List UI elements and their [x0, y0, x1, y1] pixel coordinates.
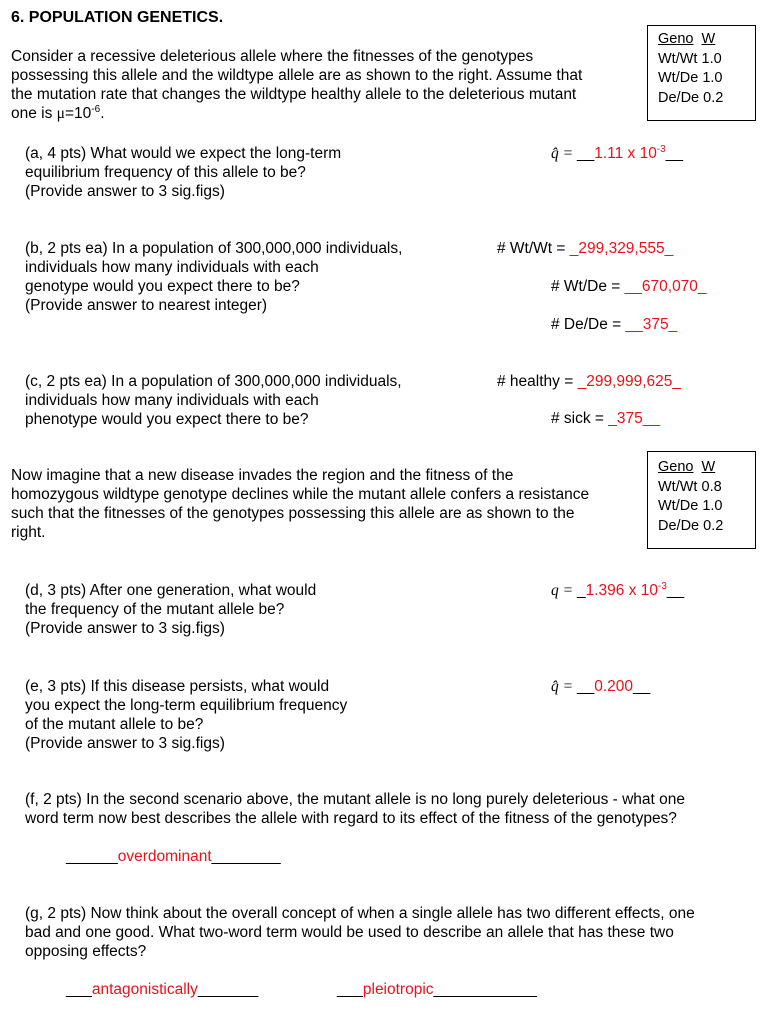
intro-line-1: Consider a recessive deleterious allele where the fitnesses of the genotypes [11, 48, 534, 65]
intro-line-3: the mutation rate that changes the wildtype healthy allele to the deleterious mutant [11, 86, 577, 103]
fitness-table-2 [647, 451, 756, 549]
answer-b-wtwt: # Wt/Wt = _299,329,555_ [497, 240, 674, 257]
question-c: (c, 2 pts ea) In a population of 300,000,000 individuals, individuals how many individuals with each phenotype would you expect there to be? [25, 373, 402, 428]
answer-c-healthy: # healthy = _299,999,625_ [497, 373, 682, 390]
question-d: (d, 3 pts) After one generation, what would the frequency of the mutant allele be? (Provide answer to 3 sig.figs) [25, 582, 317, 637]
question-g: (g, 2 pts) Now think about the overall concept of when a single allele has two different effects, one bad and one good. What two-word term would be used to describe an allele that has these two opposing effects? [25, 905, 695, 960]
answer-f-value: overdominant [117, 848, 212, 865]
answer-g-2-value: pleiotropic [362, 981, 434, 998]
answer-c-sick: # sick = _375__ [551, 410, 661, 427]
answer-g-1: ___antagonistically_______ [66, 981, 259, 998]
answer-d-value: 1.396 x 10 [585, 582, 658, 599]
fitness-table-1-row: De/De 0.2 [658, 89, 724, 106]
mu-symbol: μ [56, 105, 65, 122]
answer-b-wtde: # Wt/De = __670,070_ [551, 278, 707, 295]
question-e: (e, 3 pts) If this disease persists, what would you expect the long-term equilibrium frequency of the mutant allele to be? (Provide answer to 3 sig.figs) [25, 678, 348, 752]
intro2-paragraph: Now imagine that a new disease invades the region and the fitness of the homozygous wildtype genotype declines while the mutant allele confers a resistance such that the fitnesses of the genotypes possessing this allele are as shown to the right. [11, 467, 590, 541]
fitness-table-2-row: De/De 0.2 [658, 517, 724, 534]
answer-e-value: 0.200 [594, 678, 634, 695]
qhat-label: q̂ = [551, 145, 577, 162]
intro-paragraph [11, 47, 651, 123]
section-title: 6. POPULATION GENETICS. [11, 9, 224, 26]
answer-e: q̂ = __0.200__ [551, 678, 651, 695]
fitness-table-1-header: Geno W [658, 31, 716, 47]
answer-a: q̂ = __1.11 x $10^{-3}\_\_$ [551, 144, 683, 162]
fitness-table-1-row: Wt/De 1.0 [658, 70, 723, 86]
answer-g-1-value: antagonistically [91, 981, 198, 998]
fitness-table-2-row: Wt/Wt 0.8 [658, 478, 722, 495]
fitness-table-1 [647, 25, 756, 121]
question-a: (a, 4 pts) What would we expect the long-term equilibrium frequency of this allele to be? (Provide answer to 3 sig.figs) [25, 145, 342, 200]
answer-b-dede: # De/De = __375_ [551, 316, 678, 333]
fitness-table-2-header: Geno W [658, 459, 716, 475]
answer-f: ______overdominant________ [66, 848, 281, 865]
question-b: (b, 2 pts ea) In a population of 300,000,000 individuals, individuals how many individuals with each genotype would you expect there to be? (Provide answer to nearest integer) [25, 240, 403, 314]
fitness-table-1-row: Wt/Wt 1.0 [658, 50, 722, 67]
intro-line-4: one is $\mu=10^{-6}$. [11, 104, 105, 122]
question-f: (f, 2 pts) In the second scenario above, the mutant allele is no long purely deleterious - what one word term now best describes the allele with regard to its effect of the fitness of the genotypes? [25, 791, 685, 827]
answer-a-value: 1.11 x 10 [594, 145, 657, 162]
answer-d: q = _1.396 x $10^{-3}\_\_$ [551, 581, 685, 599]
fitness-table-2-row: Wt/De 1.0 [658, 498, 723, 514]
intro-line-2: possessing this allele and the wildtype allele are as shown to the right. Assume that [11, 67, 583, 84]
answer-g-2: ___pleiotropic____________ [337, 981, 537, 998]
